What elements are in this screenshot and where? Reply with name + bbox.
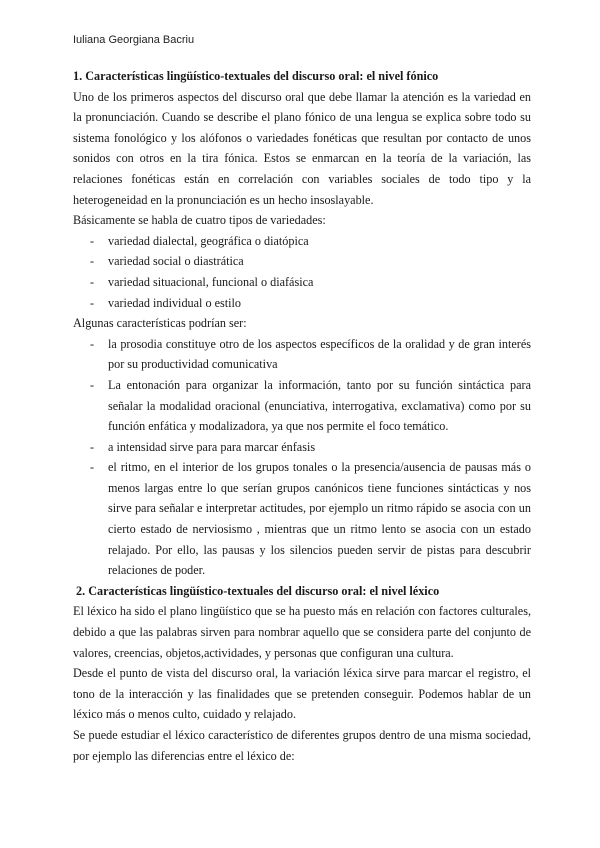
list-item: - La entonación para organizar la información, tanto por su función sintáctica para señalar la modalidad oracional (enunciativa, interrogativa, exclamativa) como por su función enfática y modalizadora, ya que nos permite el foco temático.: [73, 375, 531, 437]
bullet-dash: -: [90, 439, 95, 454]
list-item: - variedad social o diastrática: [73, 251, 531, 272]
section2-title: 2. Características lingüístico-textuales del discurso oral: el nivel léxico: [76, 583, 440, 598]
types-intro: Básicamente se habla de cuatro tipos de variedades:: [73, 213, 326, 228]
bullet-dash: -: [90, 254, 95, 269]
list-item: - a intensidad sirve para para marcar énfasis: [73, 437, 531, 458]
section1-title: 1. Características lingüístico-textuales del discurso oral: el nivel fónico: [73, 69, 439, 83]
author-header: Iuliana Georgiana Bacriu: [73, 34, 195, 46]
bullet-dash: -: [90, 274, 95, 289]
bullet-dash: -: [90, 460, 95, 475]
list-item: - el ritmo, en el interior de los grupos tonales o la presencia/ausencia de pausas más o menos largas entre lo que serían grupos canónicos tiene funciones sintácticas y nos sirve para señalar e interpretar actitudes, por ejemplo un ritmo rápido se asocia con un cierto estado de nerviosismo , mientras que un ritmo lento se asocia con un estado relajado. Por ello, las pausas y los silencios pueden servir de pistas para descubrir relaciones de poder.: [73, 457, 531, 581]
bullet-dash: -: [90, 233, 95, 248]
variety-types-list: [73, 231, 531, 313]
section2-paragraph-3: Se puede estudiar el léxico característico de diferentes grupos dentro de una misma sociedad, por ejemplo las diferencias entre el léxico de:: [73, 728, 531, 763]
bullet-dash: -: [90, 377, 95, 392]
document-body: [73, 66, 531, 766]
bullet-dash: -: [90, 336, 95, 351]
list-item: - variedad individual o estilo: [73, 293, 531, 314]
list-item: - variedad situacional, funcional o diafásica: [73, 272, 531, 293]
section2-paragraph-2: Desde el punto de vista del discurso oral, la variación léxica sirve para marcar el registro, el tono de la interacción y las finalidades que se pretenden conseguir. Podemos hablar de un léxico más o menos culto, cuidado y relajado.: [73, 666, 531, 722]
list-item: - variedad dialectal, geográfica o diatópica: [73, 231, 531, 252]
section2-paragraph-1: El léxico ha sido el plano lingüístico que se ha puesto más en relación con factores culturales, debido a que las palabras sirven para nombrar aquello que se considera parte del conjunto de valores, creencias, objetos,actividades, y personas que configuran una cultura.: [73, 604, 531, 660]
section1-intro: Uno de los primeros aspectos del discurso oral que debe llamar la atención es la variedad en la pronunciación. Cuando se describe el plano fónico de una lengua se explica sobre todo su sistema fonológico y los alófonos o variedades fonéticas que resultan por contacto de unos sonidos con otros en la tira fónica. Estos se enmarcan en la teoría de la variación, las relaciones fonéticas están en correlación con variables sociales de todo tipo y la heterogeneidad en la pronunciación es un hecho insoslayable.: [73, 89, 531, 207]
list-item: - la prosodia constituye otro de los aspectos específicos de la oralidad y de gran interés por su productividad comunicativa: [73, 334, 531, 375]
bullet-dash: -: [90, 295, 95, 310]
features-list: [73, 334, 531, 581]
features-intro: Algunas características podrían ser:: [73, 316, 247, 331]
